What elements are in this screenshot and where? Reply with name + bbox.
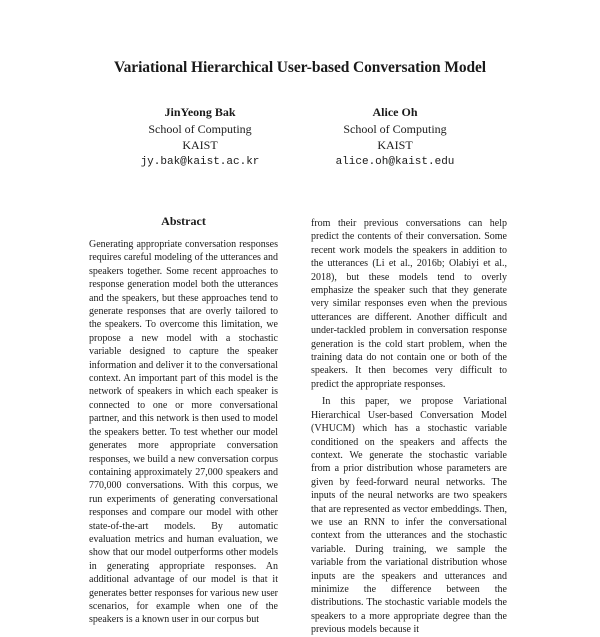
author-email: jy.bak@kaist.ac.kr bbox=[140, 155, 260, 168]
author-name: Alice Oh bbox=[372, 105, 418, 119]
author-affiliation: School of Computing bbox=[343, 121, 447, 136]
abstract-text: Generating appropriate conversation responses requires careful modeling of the utterances and speakers together. Some recent approaches to response generation model both the utterances and the speakers, but these approaches tend to generate responses that are overly tailored to the speakers. To overcome this limitation, we propose a new model with a stochastic variable designed to capture the speaker information and deliver it to the conversational context. An important part of this model is the network of speakers in which each speaker is connected to one or more conversational partner, and this network is then used to model the speakers better. To test whether our model generates more appropriate conversation responses, we build a new conversation corpus containing approximately 27,000 speakers and 770,000 conversations. With this corpus, we run experiments of generating conversational responses and compare our model with other state-of-the-art models. By automatic evaluation metrics and human evaluation, we show that our model outperforms other models in generating appropriate responses. An additional advantage of our model is that it generates better responses for various new user scenarios, for example when one of the speakers is a known user in our corpus but bbox=[89, 239, 278, 626]
author-email: alice.oh@kaist.edu bbox=[335, 155, 455, 168]
author-institution: KAIST bbox=[377, 138, 413, 152]
author-affiliation: School of Computing bbox=[148, 121, 252, 136]
paper-title: Variational Hierarchical User-based Conversation Model bbox=[113, 59, 487, 76]
right-column bbox=[311, 217, 507, 637]
author-block-1 bbox=[100, 104, 300, 170]
author-block-2 bbox=[295, 104, 495, 170]
paragraph-intro: In this paper, we propose Variational Hierarchical User-based Conversation Model (VHUCM) which has a stochastic variable conditioned on the speakers and affects the context. We generate the stochastic variable from a prior distribution whose parameters are given by feed-forward neural networks. The inputs of the neural networks are two speakers that are represented as vector embeddings. Then, we use an RNN to infer the conversational context from the utterances and the stochastic variable. During training, we sample the variable from the variational distribution whose inputs are the speakers and utterances and minimize the difference between the distributions. The stochastic variable models the speakers to a more appropriate degree than the previous models because it bbox=[311, 396, 507, 636]
abstract-heading: Abstract bbox=[161, 214, 206, 228]
author-institution: KAIST bbox=[182, 138, 218, 152]
author-name: JinYeong Bak bbox=[164, 105, 236, 119]
paragraph-continued: from their previous conversations can help predict the contents of their conversation. Some recent work models the speakers in addition to the utterances (Li et al., 2016b; Olabiyi et al., 2018), but these models tend to overly emphasize the speaker such that they generate very similar responses even when the previous utterances are different. Another difficult and under-tackled problem in conversation response generation is the cold start problem, when the training data do not contain one or both of the speakers. It then becomes very difficult to predict the appropriate responses. bbox=[311, 218, 507, 390]
